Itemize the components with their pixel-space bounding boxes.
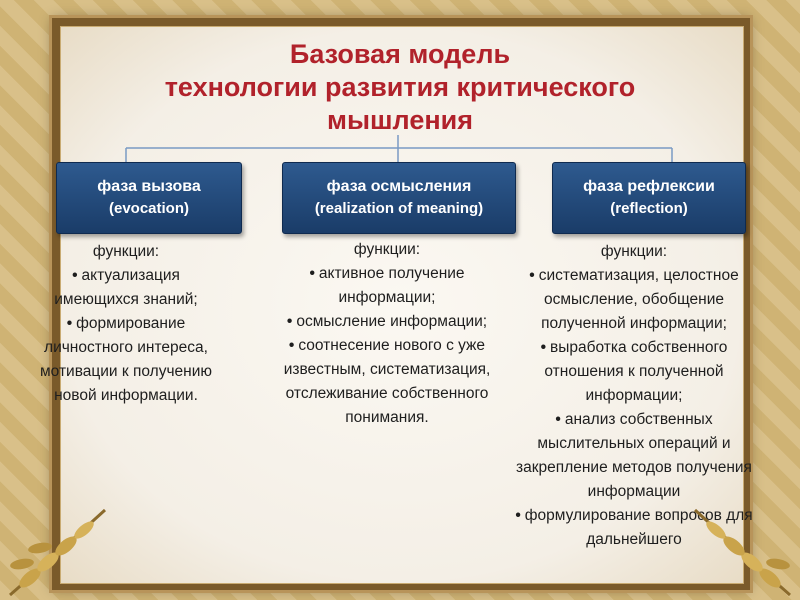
- phase-name: фаза вызова: [97, 178, 201, 195]
- functions-column-realization: [272, 238, 502, 430]
- list-item-text: актуализация имеющихся знаний;: [54, 267, 198, 308]
- bullet-icon: •: [66, 315, 73, 332]
- phase-subtitle: (evocation): [108, 200, 189, 217]
- list-item-text: осмысление информации;: [296, 313, 488, 330]
- list-item-text: выработка собственного отношения к полученной информации;: [544, 339, 728, 404]
- phase-box-reflection: [552, 162, 746, 234]
- title-line-3: мышления: [326, 105, 473, 135]
- list-item-text: активное получение информации;: [318, 265, 465, 306]
- phase-subtitle: (realization of meaning): [314, 200, 484, 217]
- list-item-text: формирование личностного интереса, мотивации к получению новой информации.: [40, 315, 212, 404]
- bullet-icon: •: [540, 339, 547, 356]
- bullet-icon: •: [286, 313, 293, 330]
- phase-subtitle: (reflection): [610, 200, 688, 217]
- list-item-text: систематизация, целостное осмысление, обобщение полученной информации;: [538, 267, 739, 332]
- phase-name: фаза осмысления: [326, 178, 472, 195]
- list-item: [28, 312, 224, 408]
- functions-heading: функции:: [92, 243, 160, 260]
- list-item-text: соотнесение нового с уже известным, систематизация, отслеживание собственного понимания.: [283, 337, 491, 426]
- bullet-icon: •: [555, 411, 561, 428]
- functions-heading: функции:: [353, 241, 421, 258]
- phase-name: фаза рефлексии: [583, 178, 715, 195]
- title-line-2: технологии развития критического: [164, 72, 636, 102]
- list-item-text: формулирование вопросов для дальнейшего: [524, 507, 753, 548]
- list-item: [272, 334, 502, 430]
- bullet-icon: •: [515, 507, 521, 524]
- phase-box-realization: [282, 162, 516, 234]
- phase-box-evocation: [56, 162, 242, 234]
- slide-title: [100, 38, 700, 137]
- list-item: [28, 264, 224, 312]
- list-item: [508, 336, 760, 408]
- functions-heading: функции:: [600, 243, 668, 260]
- bullet-icon: •: [529, 267, 535, 284]
- title-line-1: Базовая модель: [289, 39, 511, 69]
- functions-column-evocation: [28, 240, 224, 408]
- list-item: [272, 262, 502, 310]
- bullet-icon: •: [309, 265, 315, 282]
- list-item: [508, 264, 760, 336]
- bullet-icon: •: [72, 267, 78, 284]
- list-item-text: анализ собственных мыслительных операций и закрепление методов получения информации: [516, 411, 752, 500]
- list-item: [272, 310, 502, 334]
- laurel-branch-icon: [680, 490, 800, 600]
- laurel-branch-icon: [0, 490, 120, 600]
- bullet-icon: •: [288, 337, 295, 354]
